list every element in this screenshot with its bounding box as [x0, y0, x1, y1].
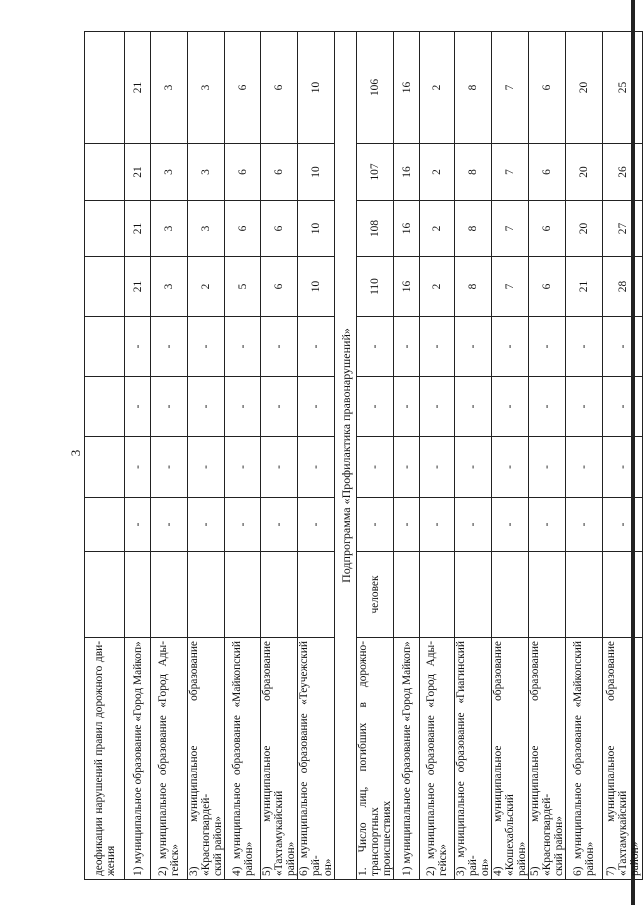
row-label [225, 638, 261, 880]
unit-cell [603, 552, 643, 638]
value-cell: 8 [455, 257, 492, 317]
row-label-line: 2) муниципальное образование «Город Ады- [157, 641, 169, 876]
value-cell: 3 [151, 201, 188, 257]
subprogram-title: Подпрограмма «Профилактика правонарушений» [335, 32, 357, 880]
value-cell [85, 32, 125, 144]
value-cell: - [455, 377, 492, 437]
value-cell: - [188, 317, 225, 377]
row-label-line: гейск» [169, 844, 181, 876]
value-cell: - [420, 317, 455, 377]
value-cell: 2 [420, 201, 455, 257]
row-label-line: 1) муниципальное образование «Город Майкоп» [400, 641, 413, 876]
row-label-line: район» [516, 841, 528, 876]
value-cell: 3 [188, 144, 225, 201]
value-cell: 107 [357, 144, 394, 201]
row-label-line: деофикации нарушений правил дорожного дви- [92, 641, 105, 876]
row-label [125, 638, 151, 880]
unit-cell [85, 552, 125, 638]
value-cell: 3 [188, 32, 225, 144]
value-cell: 3 [151, 144, 188, 201]
value-cell: - [298, 317, 335, 377]
value-cell [85, 377, 125, 437]
value-cell: - [492, 437, 529, 498]
value-cell: 2 [420, 144, 455, 201]
row-label-line: гейск» [437, 844, 449, 876]
value-cell: - [225, 437, 261, 498]
row-label-line: 1) муниципальное образование «Город Майкоп» [131, 641, 144, 876]
value-cell: 6 [529, 257, 566, 317]
value-cell: - [394, 498, 420, 552]
value-cell [85, 317, 125, 377]
value-cell: 10 [298, 257, 335, 317]
unit-cell [492, 552, 529, 638]
value-cell [85, 201, 125, 257]
value-cell: 16 [394, 144, 420, 201]
value-cell: - [151, 437, 188, 498]
value-cell: - [125, 498, 151, 552]
value-cell: 21 [125, 32, 151, 144]
value-cell: - [529, 377, 566, 437]
value-cell: 10 [298, 144, 335, 201]
row-label [85, 638, 125, 880]
value-cell: - [603, 498, 643, 552]
value-cell: 27 [603, 201, 643, 257]
value-cell: - [394, 437, 420, 498]
row-label [188, 638, 225, 880]
value-cell: 7 [492, 201, 529, 257]
table-row [225, 32, 261, 880]
value-cell: 20 [566, 144, 603, 201]
value-cell: - [225, 498, 261, 552]
value-cell: - [492, 317, 529, 377]
data-table [84, 31, 643, 880]
value-cell: - [455, 317, 492, 377]
value-cell: 6 [261, 144, 298, 201]
unit-cell [420, 552, 455, 638]
value-cell: 6 [529, 32, 566, 144]
table-row [420, 32, 455, 880]
value-cell: - [188, 437, 225, 498]
unit-cell [455, 552, 492, 638]
row-label-line: 4) муниципальное образование «Майкопский [230, 641, 243, 876]
row-label [261, 638, 298, 880]
value-cell: - [603, 317, 643, 377]
value-cell: - [125, 437, 151, 498]
value-cell: - [125, 377, 151, 437]
value-cell: 21 [125, 201, 151, 257]
value-cell: - [225, 377, 261, 437]
value-cell: 3 [151, 32, 188, 144]
value-cell: - [188, 498, 225, 552]
value-cell: - [420, 377, 455, 437]
row-label [151, 638, 188, 880]
unit-cell [529, 552, 566, 638]
value-cell: 21 [125, 144, 151, 201]
value-cell: 6 [225, 201, 261, 257]
row-label [492, 638, 529, 880]
value-cell: - [298, 498, 335, 552]
value-cell: 3 [188, 201, 225, 257]
row-label-line: он» [322, 858, 334, 876]
value-cell: 28 [603, 257, 643, 317]
value-cell: 110 [357, 257, 394, 317]
value-cell: - [261, 377, 298, 437]
value-cell: 6 [261, 201, 298, 257]
value-cell: - [357, 317, 394, 377]
value-cell: 25 [603, 32, 643, 144]
value-cell: - [298, 437, 335, 498]
row-label-line: жения [104, 845, 117, 876]
table-row [394, 32, 420, 880]
value-cell: 8 [455, 201, 492, 257]
value-cell: - [125, 317, 151, 377]
value-cell: 2 [420, 32, 455, 144]
value-cell: 8 [455, 32, 492, 144]
row-label-line: он» [479, 858, 491, 876]
value-cell: - [455, 437, 492, 498]
unit-cell [151, 552, 188, 638]
table-row [357, 32, 394, 880]
value-cell: - [603, 437, 643, 498]
value-cell: 7 [492, 144, 529, 201]
value-cell: 2 [188, 257, 225, 317]
row-label-line: ский район» [212, 816, 224, 876]
value-cell: - [261, 498, 298, 552]
row-label [566, 638, 603, 880]
value-cell: - [420, 498, 455, 552]
row-label-line: район» [285, 841, 297, 876]
value-cell [85, 437, 125, 498]
value-cell: 6 [261, 32, 298, 144]
value-cell: - [492, 377, 529, 437]
table-row [125, 32, 151, 880]
value-cell: - [357, 498, 394, 552]
value-cell: - [225, 317, 261, 377]
value-cell: 16 [394, 257, 420, 317]
unit-cell [394, 552, 420, 638]
unit-cell [125, 552, 151, 638]
value-cell: - [566, 437, 603, 498]
value-cell: 16 [394, 201, 420, 257]
value-cell: 106 [357, 32, 394, 144]
value-cell: - [151, 498, 188, 552]
row-label-line: 5) муниципальное образование «Тахтамукайский [261, 641, 285, 876]
rotated-table-area [84, 32, 641, 880]
unit-cell [225, 552, 261, 638]
value-cell: 6 [261, 257, 298, 317]
value-cell: - [357, 377, 394, 437]
value-cell: - [566, 498, 603, 552]
value-cell: 7 [492, 32, 529, 144]
value-cell [85, 257, 125, 317]
row-label [394, 638, 420, 880]
value-cell: 10 [298, 201, 335, 257]
value-cell: - [188, 377, 225, 437]
row-label [298, 638, 335, 880]
value-cell: 8 [455, 144, 492, 201]
unit-cell [298, 552, 335, 638]
row-label [357, 638, 394, 880]
row-label-line: район» [584, 841, 596, 876]
page-number: 3 [68, 449, 83, 457]
table-row [566, 32, 603, 880]
value-cell: 21 [566, 257, 603, 317]
row-label-line: 2) муниципальное образование «Город Ады- [425, 641, 437, 876]
unit-cell [188, 552, 225, 638]
row-label-line: 6) муниципальное образование «Майкопский [572, 641, 584, 876]
value-cell: - [566, 377, 603, 437]
value-cell: 5 [225, 257, 261, 317]
row-label-line: 1. Число лиц, погибших в дорожно-транспортных [357, 641, 381, 876]
row-label-line: происшествиях [381, 800, 393, 876]
value-cell: 108 [357, 201, 394, 257]
value-cell: 16 [394, 32, 420, 144]
row-label [455, 638, 492, 880]
value-cell: 26 [603, 144, 643, 201]
value-cell: 21 [125, 257, 151, 317]
table-row [261, 32, 298, 880]
value-cell: 20 [566, 201, 603, 257]
table-row [188, 32, 225, 880]
value-cell: - [566, 317, 603, 377]
row-label [420, 638, 455, 880]
value-cell: - [420, 437, 455, 498]
value-cell: - [261, 437, 298, 498]
value-cell: - [529, 317, 566, 377]
value-cell: - [394, 377, 420, 437]
value-cell: 20 [566, 32, 603, 144]
value-cell: - [603, 377, 643, 437]
value-cell: 2 [420, 257, 455, 317]
rotated-table [84, 32, 641, 880]
value-cell: - [492, 498, 529, 552]
value-cell: - [455, 498, 492, 552]
subprogram-row [335, 32, 357, 880]
value-cell: - [394, 317, 420, 377]
value-cell: 10 [298, 32, 335, 144]
table-row [85, 32, 125, 880]
value-cell: 7 [492, 257, 529, 317]
value-cell: - [151, 377, 188, 437]
value-cell: - [529, 437, 566, 498]
value-cell: - [357, 437, 394, 498]
table-row [492, 32, 529, 880]
value-cell: 3 [151, 257, 188, 317]
table-row [151, 32, 188, 880]
value-cell: 6 [225, 144, 261, 201]
row-label-line: 3) муниципальное образование «Гиагинский рай- [455, 641, 479, 876]
table-row [603, 32, 643, 880]
row-label [529, 638, 566, 880]
row-label-line: 6) муниципальное образование «Теучежский рай- [298, 641, 322, 876]
row-label [603, 638, 643, 880]
value-cell [85, 498, 125, 552]
row-label-line: 7) муниципальное образование «Тахтамукайский [604, 641, 629, 876]
value-cell: - [261, 317, 298, 377]
value-cell: - [298, 377, 335, 437]
table-row [529, 32, 566, 880]
unit-cell [566, 552, 603, 638]
value-cell: 6 [225, 32, 261, 144]
value-cell: - [529, 498, 566, 552]
row-label-line: 3) муниципальное образование «Красногвардей- [188, 641, 212, 876]
table-row [298, 32, 335, 880]
value-cell: 6 [529, 144, 566, 201]
row-label-line: район» [628, 841, 641, 876]
value-cell: 6 [529, 201, 566, 257]
row-label-line: 5) муниципальное образование «Красногвардей- [529, 641, 553, 876]
table-row [455, 32, 492, 880]
row-label-line: 4) муниципальное образование «Кошехабльский [492, 641, 516, 876]
row-label-line: ский район» [553, 816, 565, 876]
value-cell: - [151, 317, 188, 377]
value-cell [85, 144, 125, 201]
unit-cell [261, 552, 298, 638]
row-label-line: район» [242, 841, 255, 876]
unit-cell: человек [357, 552, 394, 638]
